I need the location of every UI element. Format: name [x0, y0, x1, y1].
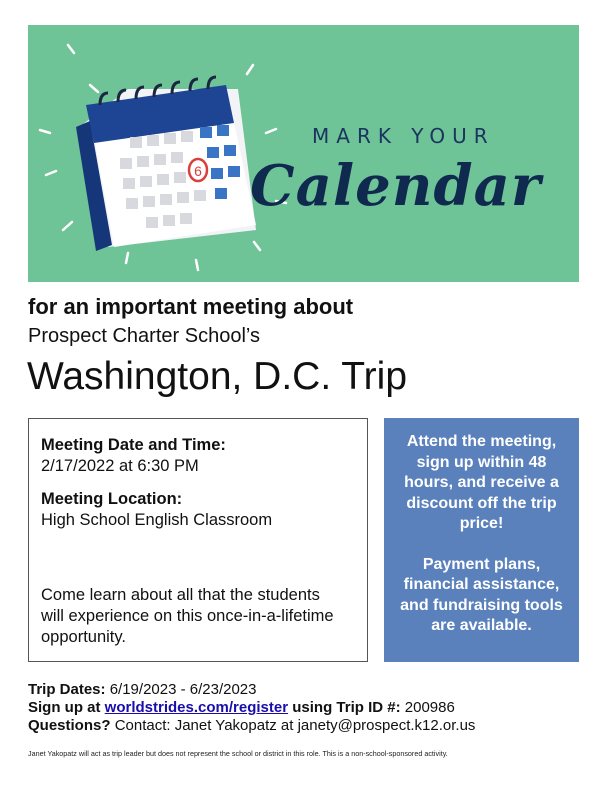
meeting-location-label: Meeting Location: [41, 490, 183, 508]
calendar-day-number: 6 [194, 163, 202, 179]
promo-discount-text: Attend the meeting, sign up within 48 hours, and receive a discount off the trip price! [404, 433, 559, 532]
questions-label: Questions? [28, 717, 111, 734]
signup-prefix: Sign up at [28, 699, 101, 716]
school-name: Prospect Charter School’s [28, 325, 260, 347]
trip-title: Washington, D.C. Trip [27, 355, 408, 398]
meeting-date-value: 2/17/2022 at 6:30 PM [41, 457, 199, 475]
signup-link[interactable]: worldstrides.com/register [104, 699, 289, 716]
trip-dates-label: Trip Dates: [28, 681, 106, 698]
mark-your-text: MARK YOUR [312, 124, 495, 148]
meeting-location-value: High School English Classroom [41, 511, 273, 529]
disclaimer: Janet Yakopatz will act as trip leader but does not represent the school or district in this role. This is a non-school-sponsored activity. [28, 749, 448, 758]
signup-line [28, 699, 475, 717]
meeting-info-box [28, 418, 368, 662]
meeting-blurb: Come learn about all that the students will experience on this once-in-a-lifetime opportunity. [41, 586, 334, 646]
trip-footer [28, 681, 475, 735]
trip-dates-value: 6/19/2023 - 6/23/2023 [109, 681, 257, 698]
headline-intro: for an important meeting about [28, 294, 354, 319]
promo-payment-text: Payment plans, financial assistance, and fundraising tools are available. [400, 555, 563, 634]
trip-id: 200986 [404, 699, 455, 716]
promo-box [384, 418, 579, 662]
mark-your-calendar-banner [28, 25, 579, 282]
trip-dates-line [28, 681, 475, 699]
calendar-word: Calendar [250, 153, 542, 219]
questions-line [28, 717, 475, 735]
contact-text: Contact: Janet Yakopatz at janety@prospect.k12.or.us [114, 717, 476, 734]
meeting-date-label: Meeting Date and Time: [41, 436, 226, 454]
signup-middle: using Trip ID #: [292, 699, 401, 716]
